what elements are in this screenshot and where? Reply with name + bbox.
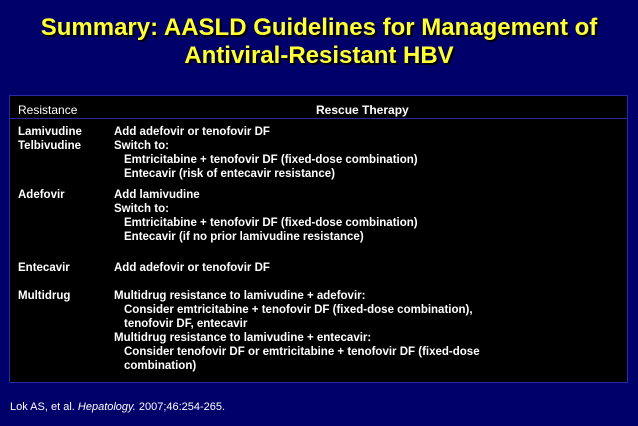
rescue-therapy-cell: [114, 289, 480, 373]
citation-authors: Lok AS, et al.: [10, 401, 75, 413]
rescue-therapy-cell: [114, 261, 270, 275]
therapy-line: Entecavir (risk of entecavir resistance): [124, 168, 335, 180]
rescue-therapy-table: [9, 95, 628, 383]
therapy-line: Emtricitabine + tenofovir DF (fixed-dose combination): [124, 154, 418, 166]
resistance-cell: [18, 188, 65, 202]
citation-journal: Hepatology.: [77, 401, 136, 413]
therapy-line: Entecavir (if no prior lamivudine resistance): [124, 231, 364, 243]
therapy-line: Consider tenofovir DF or emtricitabine + tenofovir DF (fixed-dose: [124, 346, 480, 358]
rescue-therapy-cell: [114, 188, 418, 244]
resistance-cell: [18, 261, 70, 275]
therapy-line: tenofovir DF, entecavir: [124, 318, 248, 330]
therapy-line: Switch to:: [114, 203, 169, 215]
therapy-line: Consider emtricitabine + tenofovir DF (fixed-dose combination),: [124, 304, 473, 316]
resistance-cell: [18, 125, 82, 153]
rescue-therapy-cell: [114, 125, 418, 181]
header-divider: [10, 118, 627, 119]
therapy-line: Multidrug resistance to lamivudine + adefovir:: [114, 290, 366, 302]
resistance-drug: Lamivudine: [18, 126, 82, 138]
therapy-line: Emtricitabine + tenofovir DF (fixed-dose combination): [124, 217, 418, 229]
slide-title: [0, 14, 638, 70]
title-line-2: Antiviral-Resistant HBV: [184, 42, 454, 69]
therapy-line: Multidrug resistance to lamivudine + entecavir:: [114, 332, 372, 344]
resistance-cell: [18, 289, 70, 303]
therapy-line: combination): [124, 360, 197, 372]
resistance-drug: Multidrug: [18, 290, 71, 302]
therapy-line: Add adefovir or tenofovir DF: [114, 126, 270, 138]
therapy-line: Switch to:: [114, 140, 169, 152]
citation: [10, 401, 225, 413]
therapy-line: Add adefovir or tenofovir DF: [114, 262, 270, 274]
therapy-line: Add lamivudine: [114, 189, 200, 201]
resistance-drug: Entecavir: [18, 262, 70, 274]
header-rescue-therapy: Rescue Therapy: [316, 103, 409, 117]
title-line-1: Summary: AASLD Guidelines for Management of: [40, 14, 598, 41]
resistance-drug: Adefovir: [18, 189, 65, 201]
header-resistance: Resistance: [18, 103, 78, 117]
citation-details: 2007;46:254-265.: [138, 401, 226, 413]
resistance-drug: Telbivudine: [18, 140, 82, 152]
